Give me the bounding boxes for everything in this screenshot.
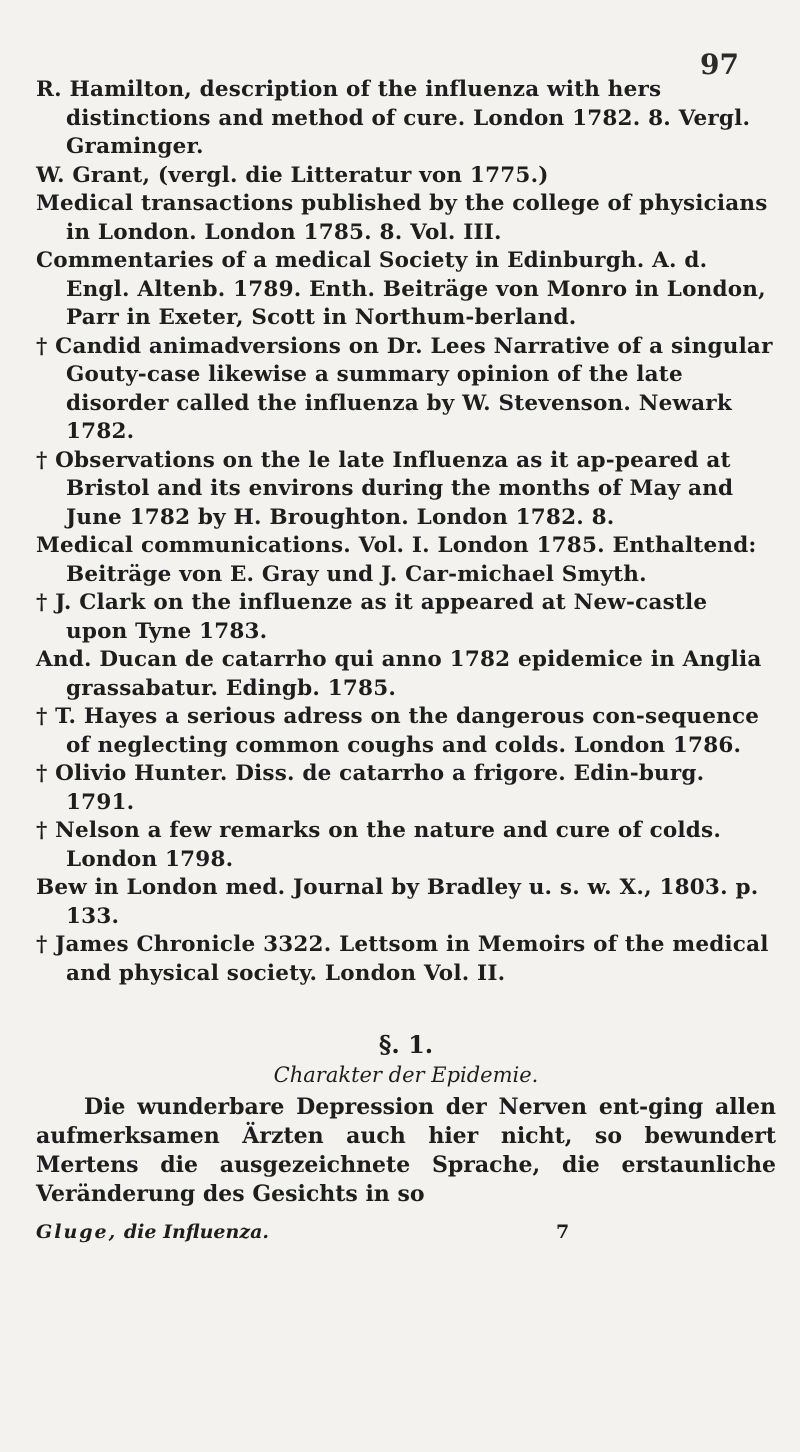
bibliography-entry: † Nelson a few remarks on the nature and cure of colds. London 1798.: [36, 818, 722, 872]
bibliography-entry: † J. Clark on the influenze as it appeared at New-castle upon Tyne 1783.: [36, 590, 708, 644]
bibliography-entry: † Candid animadversions on Dr. Lees Narrative of a singular Gouty-case likewise a summary opinion of the late disorder called the influenza by W. Stevenson. Newark 1782.: [36, 333, 773, 444]
page-footer: [36, 1221, 776, 1243]
section-heading: §. 1.: [378, 1030, 434, 1059]
bibliography-entry: W. Grant, (vergl. die Litteratur von 1775.): [36, 162, 549, 188]
section-character-of-epidemic: [36, 1030, 776, 1209]
bibliography-entry: † Olivio Hunter. Diss. de catarrho a frigore. Edin-burg. 1791.: [36, 761, 705, 815]
signature-author: Gluge,: [36, 1221, 118, 1243]
bibliography-entry: † Observations on the le late Influenza as it ap-peared at Bristol and its environs during the months of May and June 1782 by H. Broughton. London 1782. 8.: [36, 447, 734, 530]
section-title: Charakter der Epidemie.: [273, 1063, 539, 1087]
section-body: Die wunderbare Depression der Nerven ent-ging allen aufmerksamen Ärzten auch hier nicht, so bewundert Mertens die ausgezeichnete Sprache, die erstaunliche Veränderung des Gesichts in so: [36, 1094, 776, 1207]
sheet-mark: 7: [556, 1221, 570, 1243]
bibliography-entry: And. Ducan de catarrho qui anno 1782 epidemice in Anglia grassabatur. Edingb. 1785.: [36, 647, 762, 701]
bibliography-entry: † T. Hayes a serious adress on the dangerous con-sequence of neglecting common coughs and colds. London 1786.: [36, 704, 760, 758]
bibliography-entry: Bew in London med. Journal by Bradley u. s. w. X., 1803. p. 133.: [36, 875, 759, 929]
page-number: 97: [700, 48, 739, 81]
bibliography-entry: † James Chronicle 3322. Lettsom in Memoirs of the medical and physical society. London Vol. II.: [36, 932, 769, 986]
bibliography-entry: R. Hamilton, description of the influenza with hers distinctions and method of cure. London 1782. 8. Vergl. Graminger.: [36, 77, 751, 159]
bibliography-entry: Medical transactions published by the college of physicians in London. London 1785. 8. Vol. III.: [36, 191, 768, 245]
bibliography-list: [36, 76, 776, 988]
bibliography-entry: Medical communications. Vol. I. London 1785. Enthaltend: Beiträge von E. Gray und J. Car-michael Smyth.: [36, 533, 757, 587]
signature-title: die Influenza.: [123, 1221, 270, 1243]
bibliography-entry: Commentaries of a medical Society in Edinburgh. A. d. Engl. Altenb. 1789. Enth. Beiträge von Monro in London, Parr in Exeter, Scott in Northum-berland.: [36, 248, 766, 330]
